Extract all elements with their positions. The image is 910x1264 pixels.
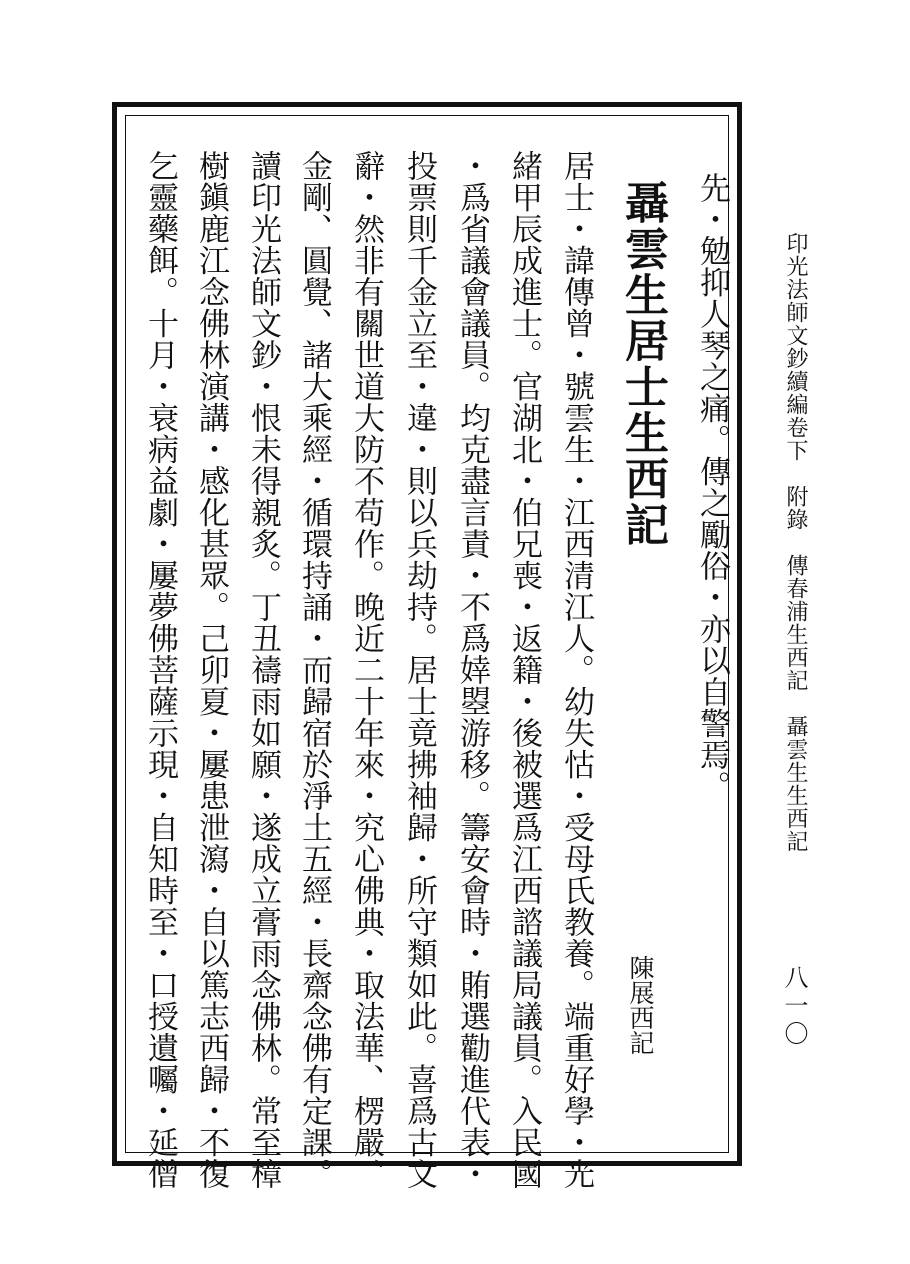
body-column-6: 金剛、圓覺、諸大乘經・循環持誦・而歸宿於淨土五經・長齋念佛有定課。 — [296, 150, 332, 1190]
article-title: 聶雲生居士生西記 — [617, 180, 668, 548]
body-column-4: 投票則千金立至・違・則以兵劫持。居士竟拂袖歸・所守類如此。喜爲古文 — [401, 150, 437, 1190]
article-author: 陳展西記 — [626, 955, 655, 1055]
page-number: 八一〇 — [780, 965, 808, 1049]
body-column-1: 居士・諱傳曾・號雲生・江西清江人。幼失怙・受母氏教養。端重好學・光 — [558, 150, 594, 1190]
body-column-3: ・爲省議會議員。均克盡言責・不爲婞曌游移。籌安會時・賄選勸進代表・ — [454, 150, 490, 1190]
body-column-2: 緒甲辰成進士。官湖北・伯兄喪・返籍・後被選爲江西諮議局議員。入民國 — [506, 150, 542, 1190]
body-column-7: 讀印光法師文鈔・恨未得親炙。丁丑禱雨如願・遂成立膏雨念佛林。常至樟 — [245, 150, 281, 1190]
body-column-8: 樹鎭鹿江念佛林演講・感化甚眾。己卯夏・屢患泄瀉・自以篤志西歸・不復 — [193, 150, 229, 1190]
previous-article-ending: 先・勉抑人琴之痛。傳之勵俗・亦以自警焉。 — [694, 172, 730, 802]
running-header: 印光法師文鈔續編卷下 附錄 傳春浦生西記 聶雲生生西記 — [783, 232, 808, 853]
body-column-9: 乞靈藥餌。十月・衰病益劇・屢夢佛菩薩示現・自知時至・口授遺囑・延僧 — [142, 150, 178, 1190]
body-column-5: 辭・然非有關世道大防不苟作。晚近二十年來・究心佛典・取法華、楞嚴、 — [348, 150, 384, 1190]
